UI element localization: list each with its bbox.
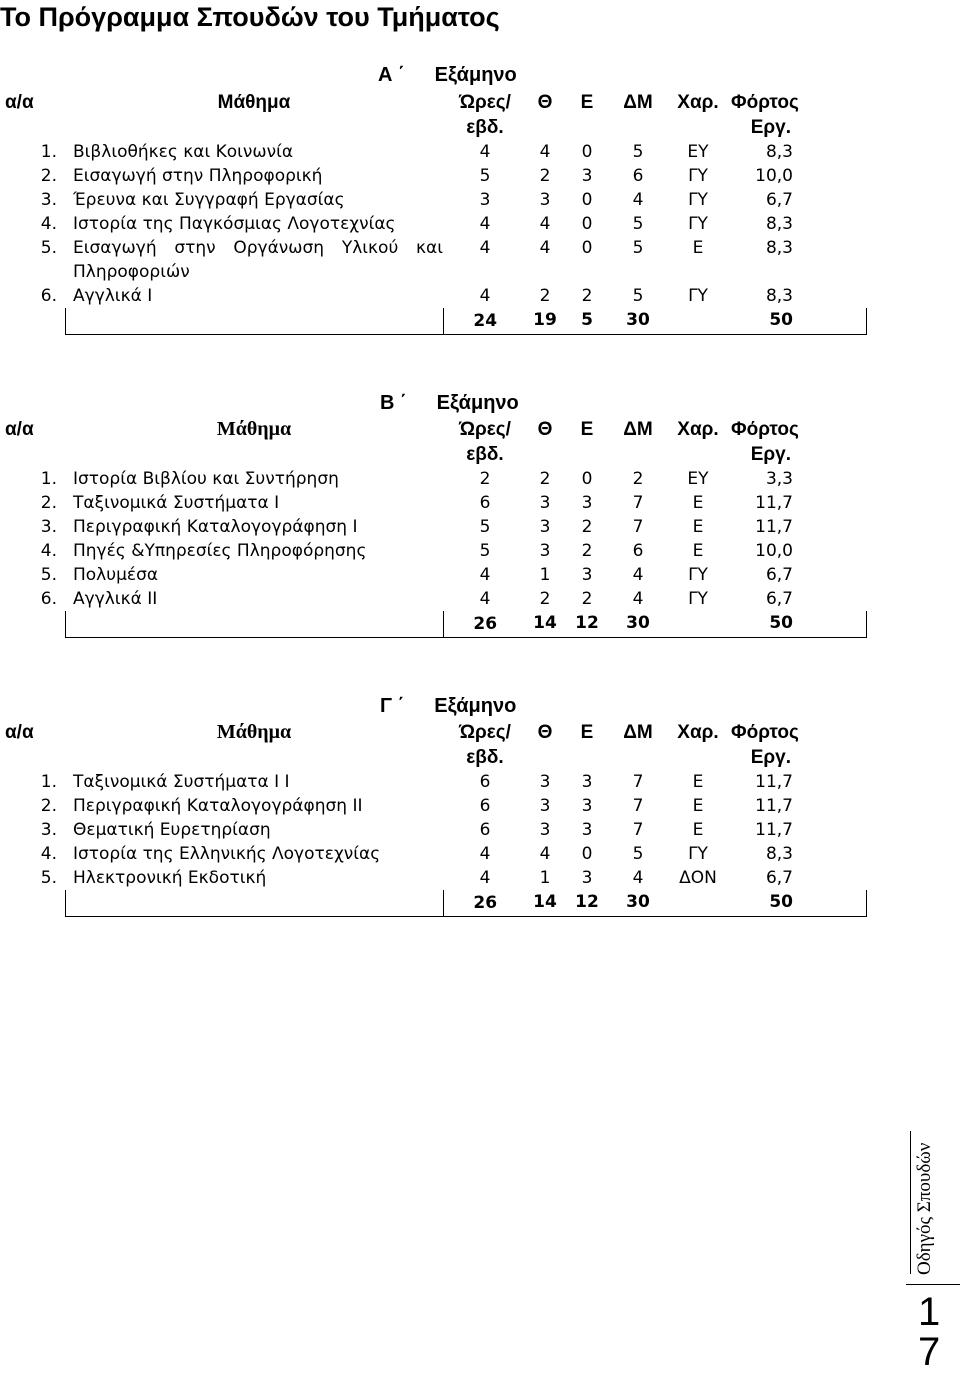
row-hours: 4 [479, 868, 491, 888]
row-dm: 5 [632, 286, 644, 306]
row-blank [807, 284, 866, 308]
header-aa: α/α [5, 722, 34, 743]
row-number: 4. [40, 541, 57, 561]
row-dm: 7 [632, 517, 644, 537]
row-theta: 3 [539, 796, 551, 816]
header-load-line1: Φόρτος [731, 722, 799, 743]
row-hours: 5 [479, 541, 491, 561]
row-hours: 6 [479, 493, 491, 513]
header-theta: Θ [537, 92, 553, 113]
semester-letter: Α ΄ [378, 64, 405, 86]
row-number: 6. [40, 286, 57, 306]
header-aa: α/α [5, 92, 34, 113]
row-course: Θεματική Ευρετηρίαση [73, 820, 271, 840]
row-e: 2 [581, 541, 593, 561]
row-course: Ηλεκτρονική Εκδοτική [73, 868, 267, 888]
row-hours: 6 [479, 772, 491, 792]
row-dm: 4 [632, 868, 644, 888]
row-number: 1. [40, 142, 57, 162]
table-header-row [5, 417, 866, 467]
row-course: Πηγές &Υπηρεσίες Πληροφόρησης [73, 541, 367, 561]
table-row [5, 236, 866, 284]
totals-blank-end [807, 890, 866, 917]
header-theta: Θ [537, 419, 553, 440]
totals-load: 50 [731, 890, 807, 917]
row-e: 3 [581, 166, 593, 186]
totals-blank-aa [5, 611, 65, 638]
table-row [5, 284, 866, 308]
row-number: 5. [40, 868, 57, 888]
row-load: 11,7 [755, 493, 793, 513]
row-theta: 2 [539, 469, 551, 489]
row-course: Ταξινομικά Συστήματα Ι [73, 493, 280, 513]
row-dm: 4 [632, 190, 644, 210]
header-char: Χαρ. [677, 92, 719, 113]
header-dm: ΔΜ [623, 722, 653, 743]
page-number-digit-1: 1 [918, 1290, 941, 1334]
totals-theta: 19 [527, 308, 563, 335]
header-load [731, 720, 807, 770]
row-e: 0 [581, 469, 593, 489]
table-row [5, 140, 866, 164]
row-char: ΓΥ [688, 214, 708, 234]
totals-blank-end [807, 611, 866, 638]
row-hours: 4 [479, 565, 491, 585]
header-course: Μάθημα [216, 721, 292, 743]
row-blank [807, 587, 866, 611]
row-blank [807, 794, 866, 818]
row-blank [807, 563, 866, 587]
row-theta: 2 [539, 589, 551, 609]
row-theta: 4 [539, 142, 551, 162]
semester-letter: Γ ΄ [380, 695, 405, 717]
row-theta: 3 [539, 772, 551, 792]
row-char: ΕΥ [687, 469, 709, 489]
row-hours: 6 [479, 820, 491, 840]
row-number: 5. [40, 238, 57, 258]
row-dm: 7 [632, 796, 644, 816]
header-dm: ΔΜ [623, 419, 653, 440]
row-theta: 2 [539, 286, 551, 306]
totals-e: 12 [563, 890, 611, 917]
row-number: 3. [40, 190, 57, 210]
totals-e: 5 [563, 308, 611, 335]
row-blank [807, 539, 866, 563]
row-char: ΓΥ [688, 589, 708, 609]
header-hours-line1: Ώρες/ [459, 92, 511, 113]
table-row [5, 491, 866, 515]
row-dm: 7 [632, 820, 644, 840]
header-e: Ε [580, 419, 594, 440]
header-course: Μάθημα [216, 418, 292, 440]
totals-blank-course [65, 308, 443, 335]
row-blank [807, 515, 866, 539]
table-row [5, 563, 866, 587]
header-course: Μάθημα [217, 92, 291, 113]
semester-title [378, 64, 517, 87]
row-char: ΓΥ [688, 166, 708, 186]
row-e: 3 [581, 493, 593, 513]
row-dm: 5 [632, 238, 644, 258]
row-number: 2. [40, 493, 57, 513]
row-load: 10,0 [755, 541, 793, 561]
row-number: 2. [40, 166, 57, 186]
totals-load: 50 [731, 308, 807, 335]
row-number: 1. [40, 772, 57, 792]
header-load-line1: Φόρτος [731, 92, 799, 113]
row-course: Ιστορία της Ελληνικής Λογοτεχνίας [73, 844, 381, 864]
table-row [5, 164, 866, 188]
totals-blank-aa [5, 890, 65, 917]
table-row [5, 515, 866, 539]
totals-blank-char [665, 890, 731, 917]
row-theta: 1 [539, 868, 551, 888]
semester-table [5, 90, 867, 335]
row-course: Εισαγωγή στην Οργάνωση Υλικού και Πληροφοριών [73, 238, 443, 282]
row-theta: 3 [539, 541, 551, 561]
row-theta: 4 [539, 214, 551, 234]
row-hours: 6 [479, 796, 491, 816]
row-hours: 4 [479, 844, 491, 864]
totals-hours: 26 [443, 890, 527, 917]
row-hours: 3 [479, 190, 491, 210]
semester-label: Εξάμηνο [434, 695, 517, 717]
row-blank [807, 818, 866, 842]
side-divider [910, 1131, 911, 1274]
header-blank [807, 720, 866, 770]
row-char: Ε [692, 820, 704, 840]
table-row [5, 587, 866, 611]
semester-label: Εξάμηνο [436, 392, 519, 414]
row-load: 11,7 [755, 517, 793, 537]
row-hours: 4 [479, 238, 491, 258]
row-dm: 4 [632, 589, 644, 609]
header-load [731, 417, 807, 467]
row-load: 6,7 [765, 565, 793, 585]
row-blank [807, 491, 866, 515]
row-number: 6. [40, 589, 57, 609]
row-number: 4. [40, 844, 57, 864]
header-hours-line2: εβδ. [466, 444, 504, 465]
row-e: 0 [581, 190, 593, 210]
header-hours-line2: εβδ. [466, 747, 504, 768]
semester-letter: Β ΄ [380, 392, 407, 414]
header-blank [807, 90, 866, 140]
row-blank [807, 866, 866, 890]
row-load: 8,3 [765, 286, 793, 306]
totals-blank-course [65, 890, 443, 917]
header-load [731, 90, 807, 140]
header-aa: α/α [5, 419, 34, 440]
semester-label: Εξάμηνο [434, 64, 517, 86]
header-load-line2: Εργ. [750, 117, 791, 138]
header-load-line1: Φόρτος [731, 419, 799, 440]
row-dm: 2 [632, 469, 644, 489]
table-header-row [5, 90, 866, 140]
row-dm: 5 [632, 142, 644, 162]
row-hours: 4 [479, 142, 491, 162]
totals-blank-char [665, 308, 731, 335]
header-theta: Θ [537, 722, 553, 743]
row-course: Περιγραφική Καταλογογράφηση ΙΙ [73, 796, 363, 816]
row-hours: 5 [479, 166, 491, 186]
row-course: Βιβλιοθήκες και Κοινωνία [73, 142, 294, 162]
table-row [5, 866, 866, 890]
row-blank [807, 164, 866, 188]
header-hours-line2: εβδ. [466, 117, 504, 138]
row-blank [807, 212, 866, 236]
table-row [5, 212, 866, 236]
row-theta: 2 [539, 166, 551, 186]
header-load-line2: Εργ. [750, 747, 791, 768]
totals-dm: 30 [611, 890, 665, 917]
header-hours [443, 720, 527, 770]
semester-title [380, 695, 516, 718]
totals-hours: 24 [443, 308, 527, 335]
row-char: ΔΟΝ [679, 868, 717, 888]
row-theta: 3 [539, 190, 551, 210]
row-e: 3 [581, 565, 593, 585]
totals-row [5, 890, 866, 917]
row-load: 8,3 [765, 142, 793, 162]
side-label: Οδηγός Σπουδών [914, 1142, 935, 1275]
row-e: 3 [581, 868, 593, 888]
row-theta: 3 [539, 517, 551, 537]
totals-dm: 30 [611, 611, 665, 638]
page-title: Το Πρόγραμμα Σπουδών του Τμήματος [0, 2, 500, 32]
row-course: Έρευνα και Συγγραφή Εργασίας [73, 190, 345, 210]
header-dm: ΔΜ [623, 92, 653, 113]
row-blank [807, 188, 866, 212]
row-load: 8,3 [765, 214, 793, 234]
row-e: 0 [581, 844, 593, 864]
row-dm: 6 [632, 166, 644, 186]
row-e: 0 [581, 238, 593, 258]
totals-dm: 30 [611, 308, 665, 335]
row-dm: 7 [632, 772, 644, 792]
row-number: 4. [40, 214, 57, 234]
row-dm: 6 [632, 541, 644, 561]
row-hours: 4 [479, 214, 491, 234]
row-hours: 4 [479, 286, 491, 306]
totals-e: 12 [563, 611, 611, 638]
row-course: Ταξινομικά Συστήματα Ι Ι [73, 772, 290, 792]
row-load: 3,3 [765, 469, 793, 489]
header-e: Ε [580, 92, 594, 113]
row-char: Ε [692, 796, 704, 816]
row-load: 11,7 [755, 820, 793, 840]
table-row [5, 842, 866, 866]
row-char: ΓΥ [688, 844, 708, 864]
row-blank [807, 236, 866, 284]
page-number-divider [906, 1284, 960, 1285]
semester-table [5, 417, 867, 638]
row-course: Εισαγωγή στην Πληροφορική [73, 166, 323, 186]
header-char: Χαρ. [677, 722, 719, 743]
row-e: 3 [581, 796, 593, 816]
header-hours-line1: Ώρες/ [459, 419, 511, 440]
table-row [5, 818, 866, 842]
row-hours: 2 [479, 469, 491, 489]
header-hours [443, 90, 527, 140]
row-dm: 7 [632, 493, 644, 513]
row-char: Ε [692, 541, 704, 561]
row-e: 2 [581, 589, 593, 609]
totals-row [5, 308, 866, 335]
totals-theta: 14 [527, 890, 563, 917]
row-e: 3 [581, 820, 593, 840]
header-blank [807, 417, 866, 467]
totals-blank-aa [5, 308, 65, 335]
row-blank [807, 770, 866, 794]
row-e: 2 [581, 517, 593, 537]
row-number: 2. [40, 796, 57, 816]
row-blank [807, 140, 866, 164]
row-char: ΓΥ [688, 565, 708, 585]
totals-blank-course [65, 611, 443, 638]
row-load: 6,7 [765, 868, 793, 888]
totals-hours: 26 [443, 611, 527, 638]
row-course: Πολυμέσα [73, 565, 159, 585]
row-hours: 5 [479, 517, 491, 537]
totals-theta: 14 [527, 611, 563, 638]
row-course: Ιστορία της Παγκόσμιας Λογοτεχνίας [73, 214, 396, 234]
row-number: 3. [40, 820, 57, 840]
row-load: 11,7 [755, 796, 793, 816]
row-number: 1. [40, 469, 57, 489]
row-load: 11,7 [755, 772, 793, 792]
row-char: Ε [692, 517, 704, 537]
row-theta: 3 [539, 493, 551, 513]
row-theta: 4 [539, 238, 551, 258]
row-dm: 4 [632, 565, 644, 585]
row-char: Ε [692, 238, 704, 258]
header-load-line2: Εργ. [750, 444, 791, 465]
totals-load: 50 [731, 611, 807, 638]
row-load: 8,3 [765, 844, 793, 864]
row-theta: 4 [539, 844, 551, 864]
row-char: ΓΥ [688, 286, 708, 306]
row-char: ΕΥ [687, 142, 709, 162]
header-hours-line1: Ώρες/ [459, 722, 511, 743]
row-course: Αγγλικά Ι [73, 286, 153, 306]
row-dm: 5 [632, 214, 644, 234]
row-load: 6,7 [765, 589, 793, 609]
row-e: 3 [581, 772, 593, 792]
row-hours: 4 [479, 589, 491, 609]
row-load: 10,0 [755, 166, 793, 186]
table-row [5, 794, 866, 818]
table-row [5, 539, 866, 563]
row-number: 3. [40, 517, 57, 537]
table-header-row [5, 720, 866, 770]
row-e: 0 [581, 142, 593, 162]
table-row [5, 188, 866, 212]
header-hours [443, 417, 527, 467]
header-e: Ε [580, 722, 594, 743]
totals-blank-end [807, 308, 866, 335]
row-char: Ε [692, 772, 704, 792]
row-dm: 5 [632, 844, 644, 864]
row-load: 6,7 [765, 190, 793, 210]
row-course: Αγγλικά ΙΙ [73, 589, 158, 609]
row-blank [807, 467, 866, 491]
row-char: ΓΥ [688, 190, 708, 210]
row-course: Περιγραφική Καταλογογράφηση Ι [73, 517, 358, 537]
row-e: 0 [581, 214, 593, 234]
row-blank [807, 842, 866, 866]
header-char: Χαρ. [677, 419, 719, 440]
semester-table [5, 720, 867, 917]
row-e: 2 [581, 286, 593, 306]
row-char: Ε [692, 493, 704, 513]
row-theta: 3 [539, 820, 551, 840]
row-course: Ιστορία Βιβλίου και Συντήρηση [73, 469, 339, 489]
semester-title [380, 392, 519, 415]
totals-row [5, 611, 866, 638]
table-row [5, 770, 866, 794]
row-load: 8,3 [765, 238, 793, 258]
page-number-digit-2: 7 [918, 1330, 941, 1374]
row-theta: 1 [539, 565, 551, 585]
row-number: 5. [40, 565, 57, 585]
totals-blank-char [665, 611, 731, 638]
table-row [5, 467, 866, 491]
